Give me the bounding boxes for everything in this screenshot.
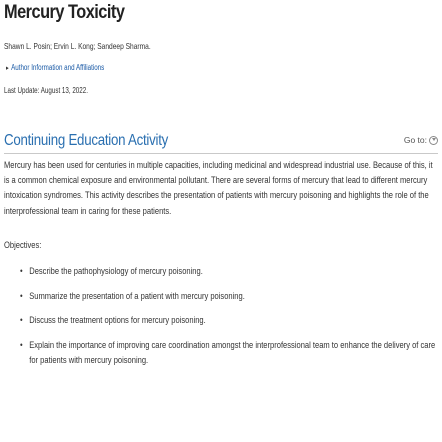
last-update: Last Update: August 13, 2022. bbox=[4, 86, 88, 95]
bullet-icon: • bbox=[20, 290, 23, 301]
goto-label[interactable]: Go to: bbox=[403, 135, 427, 145]
triangle-right-icon: ▸ bbox=[6, 65, 9, 72]
bullet-icon: • bbox=[20, 266, 23, 276]
list-item bbox=[20, 289, 440, 305]
bullet-icon: • bbox=[20, 315, 23, 325]
author-list[interactable]: Shawn L. Posin; Ervin L. Kong; Sandeep Sharma. bbox=[4, 41, 151, 51]
bullet-icon: • bbox=[20, 339, 23, 350]
objectives-label: Objectives: bbox=[4, 240, 42, 250]
objectives-list bbox=[20, 264, 440, 378]
article-title: Mercury Toxicity bbox=[4, 2, 125, 23]
objective-text: Describe the pathophysiology of mercury poisoning. bbox=[29, 266, 203, 276]
goto-button[interactable] bbox=[404, 135, 438, 145]
section-header bbox=[4, 131, 438, 154]
author-information-toggle[interactable] bbox=[6, 63, 104, 72]
author-information-label[interactable]: Author Information and Affiliations bbox=[11, 63, 105, 72]
chevron-down-icon[interactable] bbox=[429, 136, 438, 145]
objective-text: Summarize the presentation of a patient with mercury poisoning. bbox=[29, 290, 245, 301]
section-title: Continuing Education Activity bbox=[4, 132, 169, 149]
objective-text: Explain the importance of improving care coordination amongst the interprofessional team to enhance the delivery of care for patients with mercury poisoning. bbox=[29, 339, 436, 365]
section-intro: Mercury has been used for centuries in multiple capacities, including medicinal and widespread industrial use. Because of this, it is a common chemical exposure and environmental pollutant. There are several forms of mercury that lead to different mercury intoxication syndromes. This activity describes the presentation of patients with mercury poisoning and highlights the role of the interprofessional team in caring for these patients. bbox=[4, 160, 433, 216]
list-item bbox=[20, 264, 440, 280]
list-item bbox=[20, 313, 440, 329]
list-item bbox=[20, 338, 440, 369]
objective-text: Discuss the treatment options for mercury poisoning. bbox=[29, 315, 206, 325]
